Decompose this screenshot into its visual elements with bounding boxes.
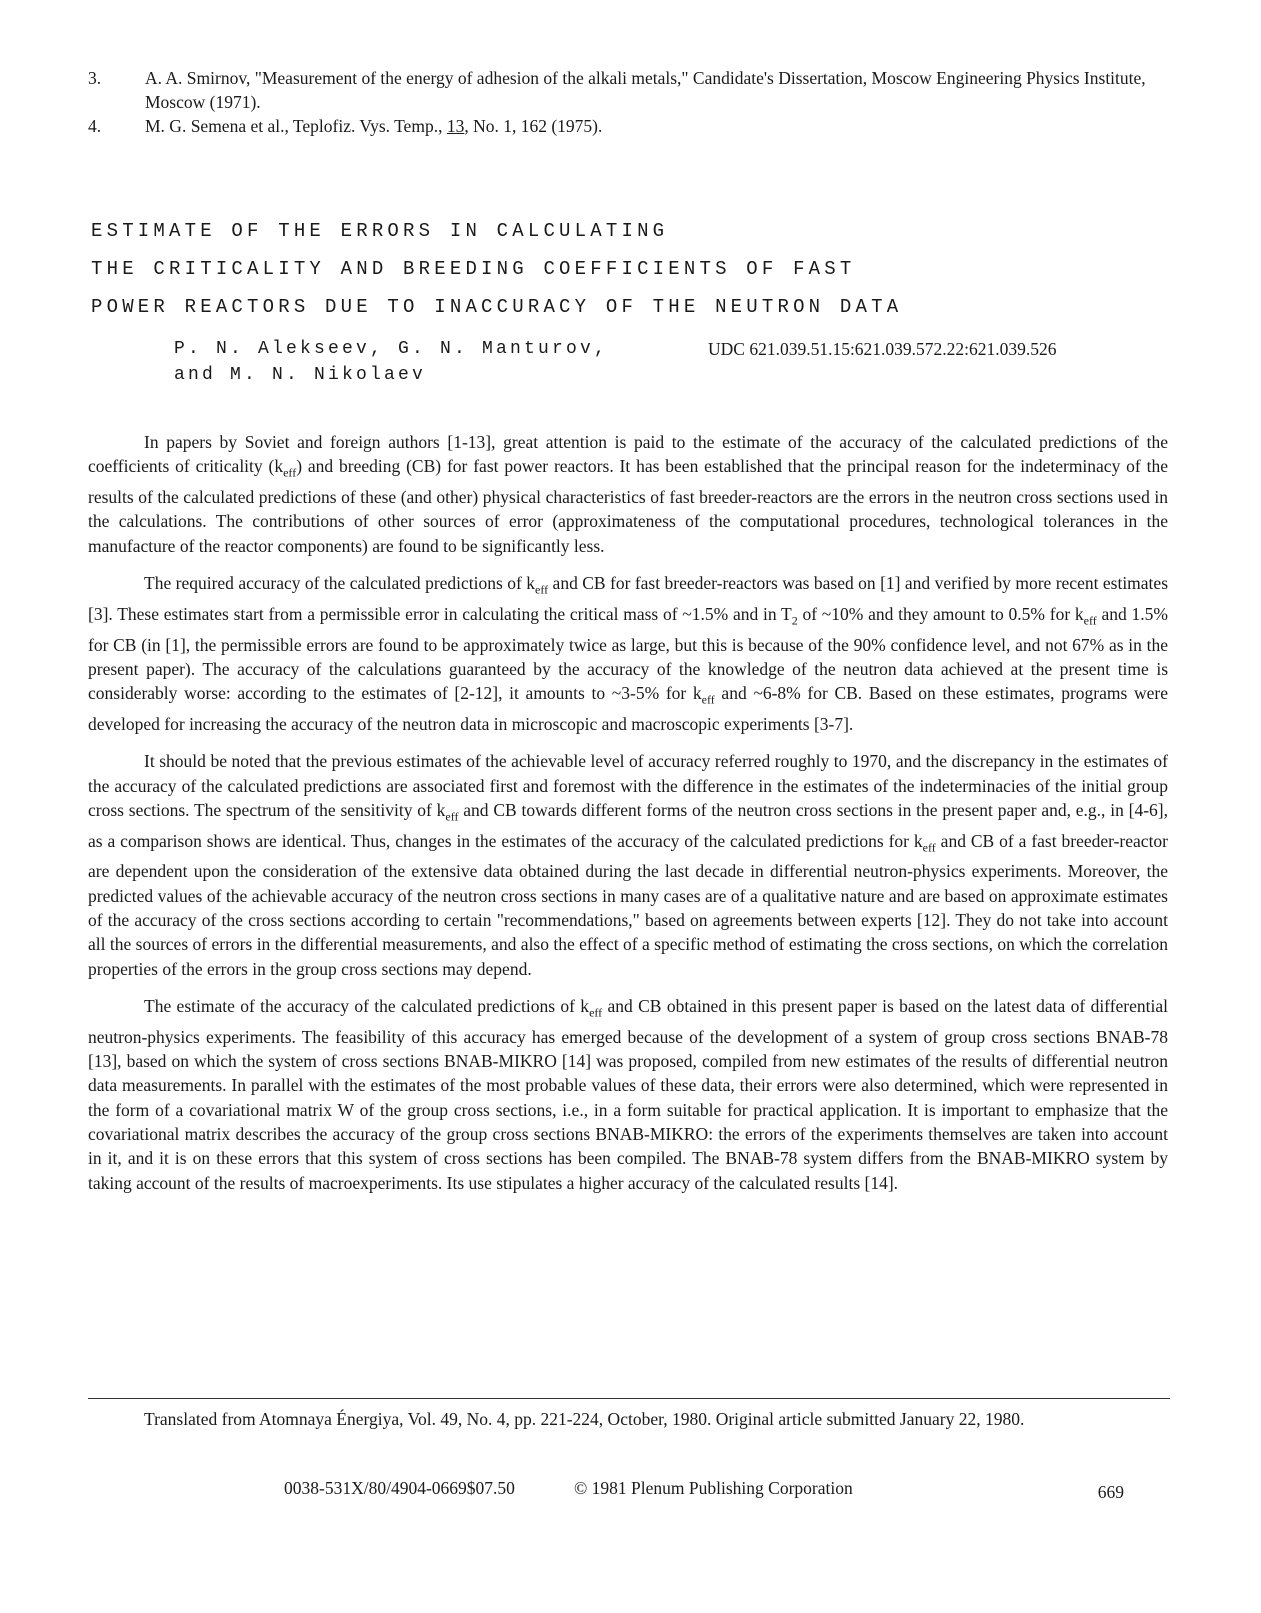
reference-text: A. A. Smirnov, "Measurement of the energy of adhesion of the alkali metals," Candidate's Dissertation, Moscow Engineering Physics Institute, Moscow (1971). — [145, 68, 1146, 112]
title-line: ESTIMATE OF THE ERRORS IN CALCULATING — [91, 220, 669, 242]
title-line: THE CRITICALITY AND BREEDING COEFFICIENTS OF FAST — [91, 258, 856, 280]
page-footer — [88, 1478, 1168, 1508]
reference-text: M. G. Semena et al., Teplofiz. Vys. Temp., 13, No. 1, 162 (1975). — [145, 116, 603, 136]
udc-code: UDC 621.039.51.15:621.039.572.22:621.039.526 — [708, 339, 1057, 359]
paragraph-3: It should be noted that the previous estimates of the achievable level of accuracy referred roughly to 1970, and the discrepancy in the estimates of the accuracy of the calculated predictions are associated first and foremost with the difference in the estimates of the indeterminacies of the initial group cross sections. The spectrum of the sensitivity of $k_{eff}$ and CB towards different forms of the neutron cross sections in the present paper and, e.g., in [4-6], as a comparison shows are identical. Thus, changes in the estimates of the accuracy of the calculated predictions for $k_{eff}$ and CB of a fast breeder-reactor are dependent upon the consideration of the extensive data obtained during the last decade in differential neutron-physics experiments. Moreover, the predicted values of the achievable accuracy of the neutron cross sections in many cases are of a qualitative nature and are based on approximate estimates of the accuracy of the cross sections according to certain "recommendations," based on agreements between experts [12]. They do not take into account all the sources of errors in the differential measurements, and also the effect of a specific method of estimating the cross sections, on which the correlation properties of the errors in the group cross sections may depend. — [88, 751, 1169, 979]
paragraph-4: The estimate of the accuracy of the calculated predictions of $k_{eff}$ and CB obtained in this present paper is based on the latest data of differential neutron-physics experiments. The feasibility of this accuracy has emerged because of the development of a system of group cross sections BNAB-78 [13], based on which the system of cross sections BNAB-MIKRO [14] was proposed, compiled from new estimates of the results of differential neutron data measurements. In parallel with the estimates of the most probable values of these data, their errors were also determined, which were represented in the form of a covariational matrix W of the group cross sections, i.e., in a form suitable for practical application. It is important to emphasize that the covariational matrix describes the accuracy of the group cross sections BNAB-MIKRO: the errors of the experiments themselves are taken into account in it, and it is on these errors that this system of cross sections has been compiled. The BNAB-78 system differs from the BNAB-MIKRO system by taking account of the results of macroexperiments. Its use stipulates a higher accuracy of the calculated results [14]. — [88, 995, 1168, 1193]
paragraph-2: The required accuracy of the calculated predictions of $k_{eff}$ and CB for fast breeder-reactors was based on [1] and verified by more recent estimates [3]. These estimates start from a permissible error in calculating the critical mass of ~1.5% and in $T_2$ of ~10% and they amount to 0.5% for $k_{eff}$ and 1.5% for CB (in [1], the permissible errors are found to be approximately twice as large, but this is because of the 90% confidence level, and not 67% as in the present paper). The accuracy of the calculations guaranteed by the accuracy of the knowledge of the neutron data achieved at the present time is considerably worse: according to the estimates of [2-12], it amounts to ~3-5% for $k_{eff}$ and ~6-8% for CB. Based on these estimates, programs were developed for increasing the accuracy of the neutron data in microscopic and macroscopic experiments [3-7]. — [88, 572, 1168, 734]
reference-list — [88, 66, 1168, 138]
title-line: POWER REACTORS DUE TO INACCURACY OF THE NEUTRON DATA — [91, 296, 903, 318]
authors-line-1: P. N. Alekseev, G. N. Manturov, — [174, 339, 609, 359]
translation-footnote: Translated from Atomnaya Énergiya, Vol. 49, No. 4, pp. 221-224, October, 1980. Original article submitted January 22, 1980. — [144, 1409, 1025, 1429]
article-body — [88, 430, 1168, 1208]
footnote-divider — [88, 1398, 1170, 1399]
reference-number: 4. — [88, 116, 102, 136]
reference-item — [88, 66, 1168, 114]
article-title — [91, 212, 902, 326]
authors — [174, 336, 608, 388]
authors-line-2: and M. N. Nikolaev — [174, 365, 427, 385]
paragraph-1: In papers by Soviet and foreign authors [1-13], great attention is paid to the estimate of the accuracy of the calculated predictions of the coefficients of criticality $(k_{eff})$ and breeding (CB) for fast power reactors. It has been established that the principal reason for the indeterminacy of the results of the calculated predictions of these (and other) physical characteristics of fast breeder-reactors are the errors in the neutron cross sections used in the calculations. The contributions of other sources of error (approximateness of the computational procedures, technological tolerances in the manufacture of the reactor components) are found to be significantly less. — [88, 432, 1168, 556]
page-number: 669 — [1097, 1482, 1124, 1502]
article-code: 0038-531X/80/4904-0669$07.50 — [284, 1478, 515, 1498]
reference-number: 3. — [88, 68, 102, 88]
copyright-notice: © 1981 Plenum Publishing Corporation — [574, 1478, 853, 1498]
reference-item — [88, 114, 1168, 138]
reference-volume: 13 — [446, 116, 465, 136]
